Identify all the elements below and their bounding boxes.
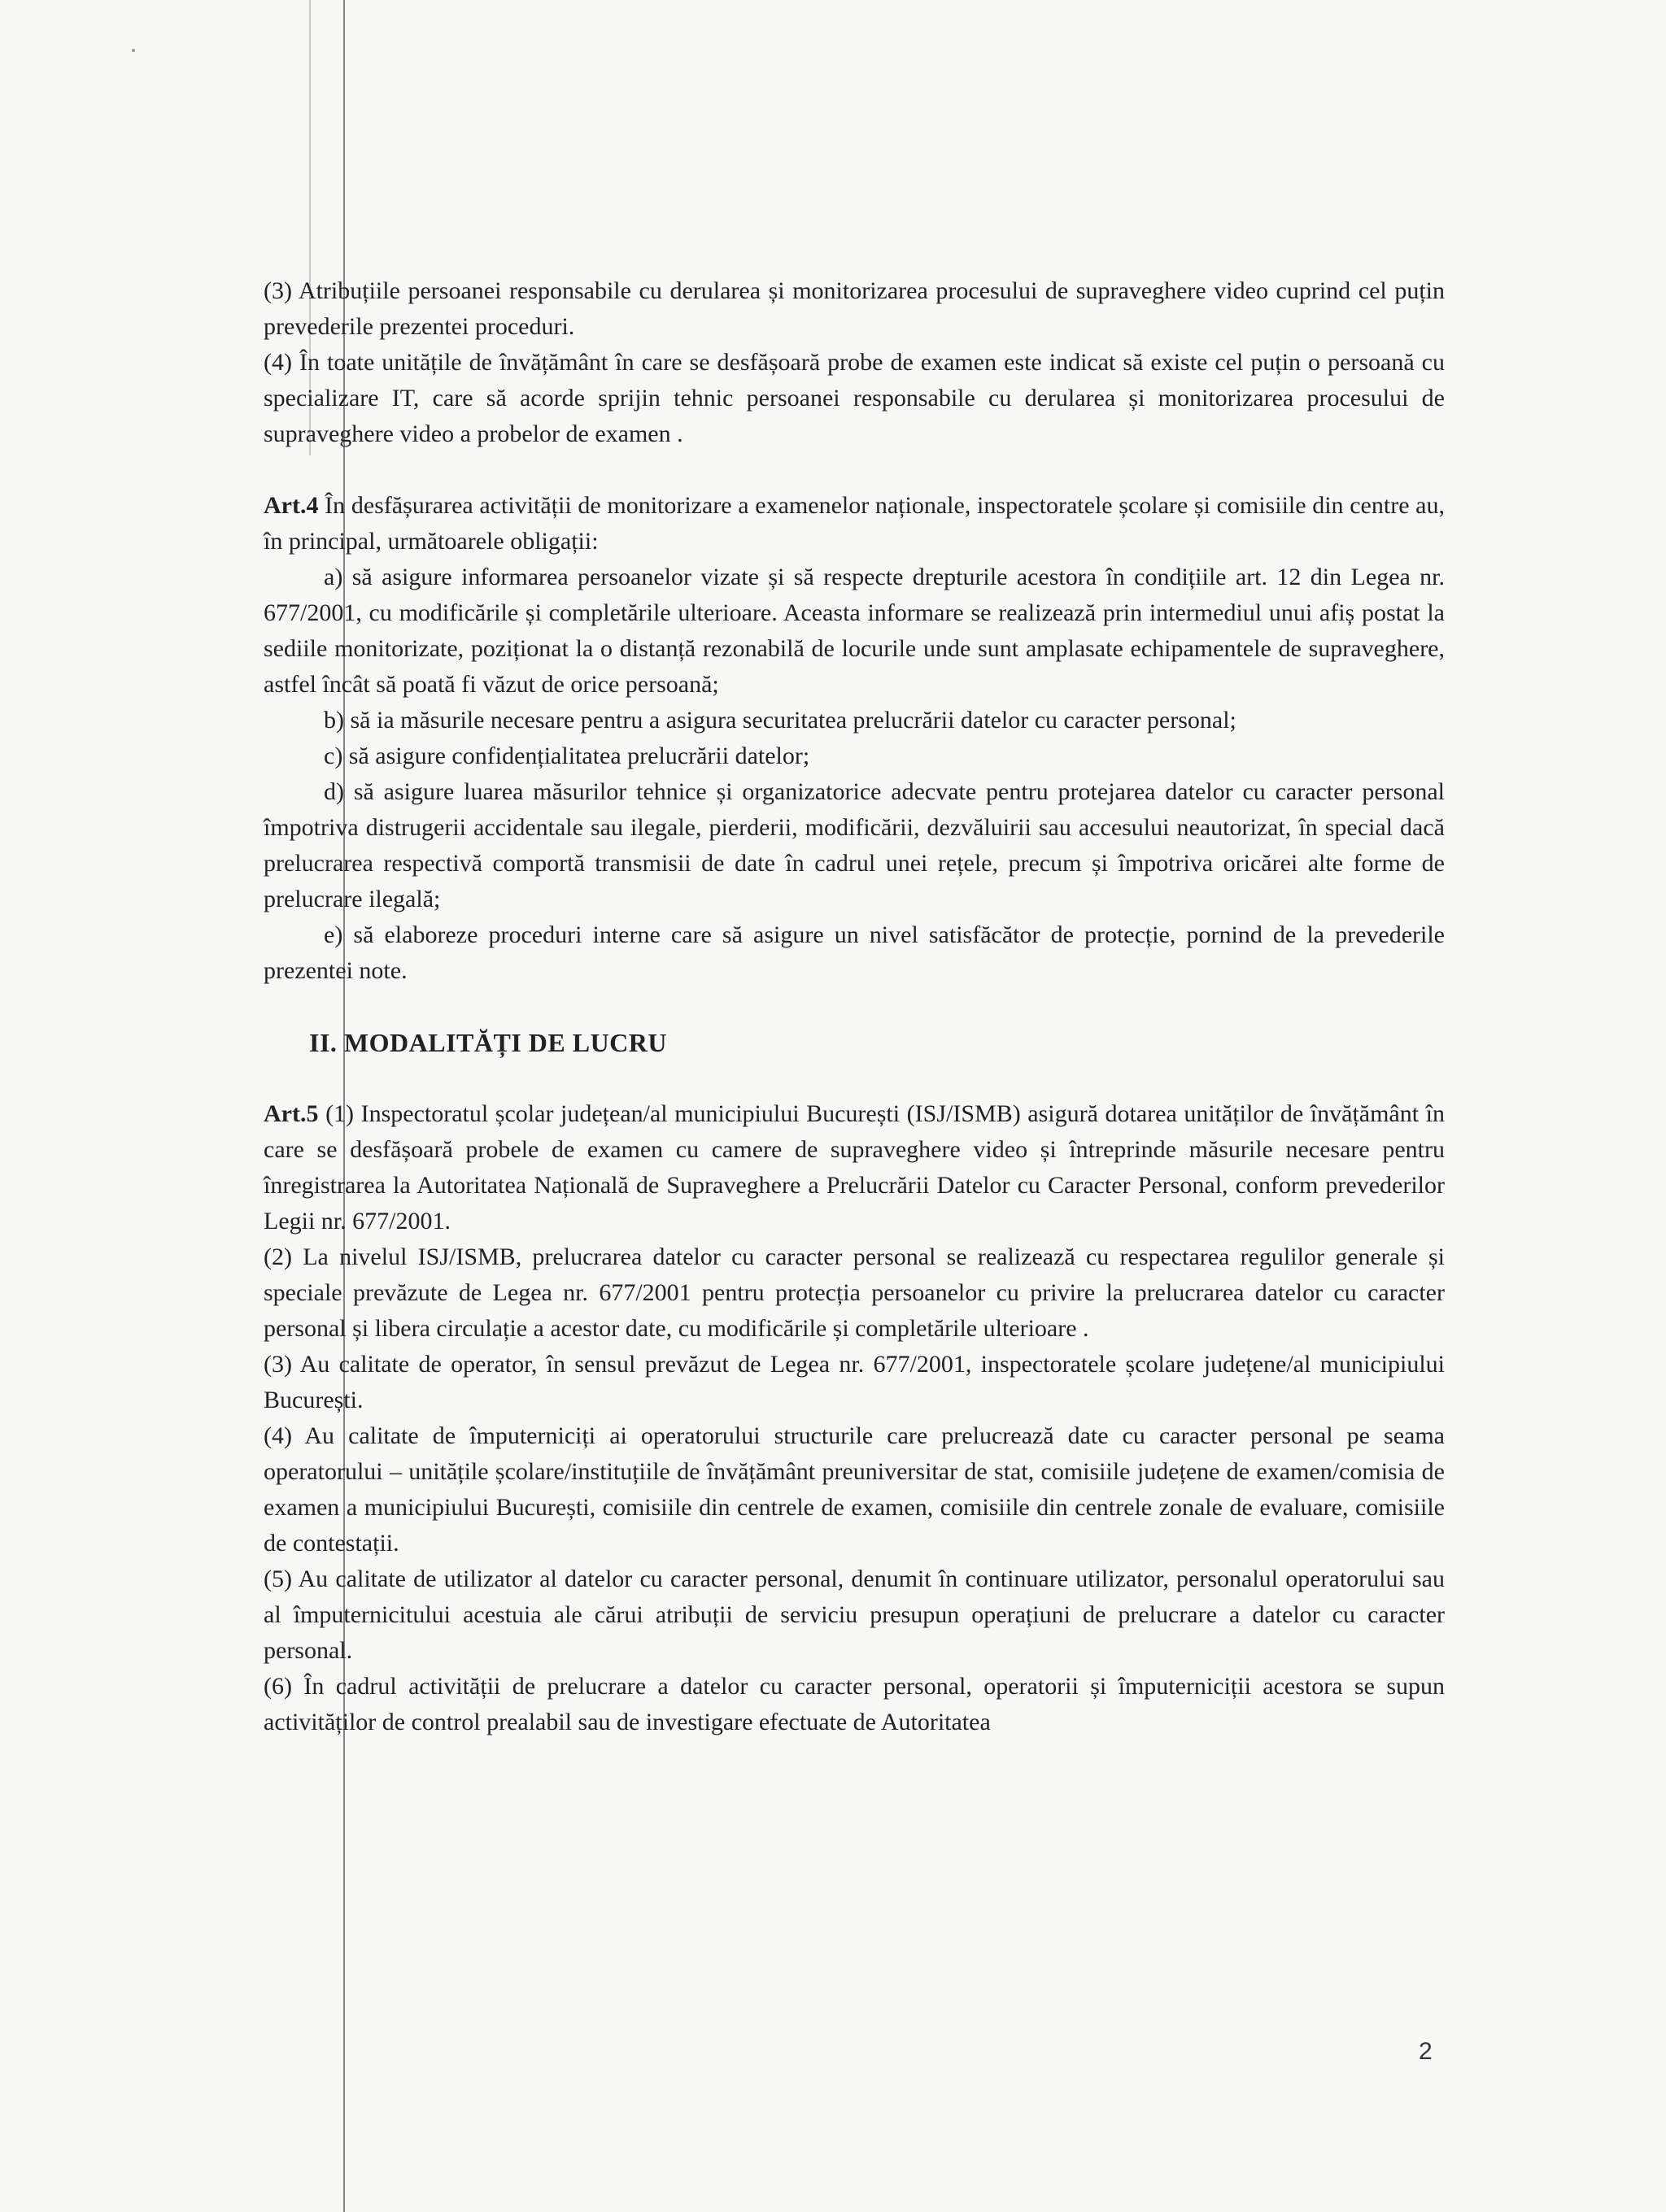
article-5-label: Art.5 xyxy=(264,1100,319,1127)
article-4-intro xyxy=(264,488,1445,560)
article-5-paragraph-5: (5) Au calitate de utilizator al datelor cu caracter personal, denumit în continuare utilizator, personalul operatorului sau al împuternicitului acestuia ale cărui atribuții de serviciu presupun operațiuni de prelucrare a datelor cu caracter personal. xyxy=(264,1565,1445,1664)
article-4-item-b: b) să ia măsurile necesare pentru a asigura securitatea prelucrării datelor cu caracter personal; xyxy=(324,707,1236,734)
page-number: 2 xyxy=(1419,2038,1433,2065)
paragraph-4: (4) În toate unitățile de învățământ în care se desfășoară probe de examen este indicat să existe cel puțin o persoană cu specializare IT, care să acorde sprijin tehnic persoanei responsabile cu derularea și monitorizarea procesului de supraveghere video a probelor de examen . xyxy=(264,349,1445,447)
article-4-intro-text: În desfășurarea activității de monitorizare a examenelor naționale, inspectoratele școlare și comisiile din centre au, în principal, următoarele obligații: xyxy=(264,492,1445,555)
spacer xyxy=(264,452,1445,488)
article-5-paragraph-6: (6) În cadrul activității de prelucrare a datelor cu caracter personal, operatorii și împuterniciții acestora se supun activităților de control prealabil sau de investigare efectuate de Autoritatea xyxy=(264,1673,1445,1735)
document-body xyxy=(264,273,1445,1740)
article-5-paragraph-3: (3) Au calitate de operator, în sensul prevăzut de Legea nr. 677/2001, inspectoratele școlare județene/al municipiului București. xyxy=(264,1351,1445,1413)
article-5-paragraph-1 xyxy=(264,1096,1445,1239)
article-4-label: Art.4 xyxy=(264,492,319,519)
article-4-item-c: c) să asigure confidențialitatea prelucrării datelor; xyxy=(324,742,810,769)
paragraph-3: (3) Atribuțiile persoanei responsabile cu derularea și monitorizarea procesului de supraveghere video cuprind cel puțin prevederile prezentei proceduri. xyxy=(264,277,1445,340)
article-5-paragraph-2: (2) La nivelul ISJ/ISMB, prelucrarea datelor cu caracter personal se realizează cu respectarea regulilor generale și speciale prevăzute de Legea nr. 677/2001 pentru protecția persoanelor cu privire la prelucrarea datelor cu caracter personal și libera circulație a acestor date, cu modificările și completările ulterioare . xyxy=(264,1243,1445,1342)
scan-speck xyxy=(132,49,135,52)
article-4-item-a: a) să asigure informarea persoanelor vizate și să respecte drepturile acestora în condițiile art. 12 din Legea nr. 677/2001, cu modificările și completările ulterioare. Aceasta informare se realizează prin intermediul unui afiș postat la sediile monitorizate, poziționat la o distanță rezonabilă de locurile unde sunt amplasate echipamentele de supraveghere, astfel încât să poată fi văzut de orice persoană; xyxy=(264,564,1445,698)
article-5-paragraph-4: (4) Au calitate de împuterniciți ai operatorului structurile care prelucrează date cu caracter personal pe seama operatorului – unitățile școlare/instituțiile de învățământ preuniversitar de stat, comisiile județene de examen/comisia de examen a municipiului București, comisiile din centrele de examen, comisiile din centrele zonale de evaluare, comisiile de contestații. xyxy=(264,1422,1445,1557)
section-title: II. MODALITĂȚI DE LUCRU xyxy=(309,1028,667,1057)
spacer xyxy=(264,1060,1445,1096)
article-4-item-d: d) să asigure luarea măsurilor tehnice și organizatorice adecvate pentru protejarea datelor cu caracter personal împotriva distrugerii accidentale sau ilegale, pierderii, modificării, dezvăluirii sau accesului neautorizat, în special dacă prelucrarea respectivă comportă transmisii de date în cadrul unei rețele, precum și împotriva oricărei alte forme de prelucrare ilegală; xyxy=(264,778,1445,912)
article-4-item-e: e) să elaboreze proceduri interne care să asigure un nivel satisfăcător de protecție, pornind de la prevederile prezentei note. xyxy=(264,921,1445,984)
article-5-p1-text: (1) Inspectoratul școlar județean/al municipiului București (ISJ/ISMB) asigură dotarea unităților de învățământ în care se desfășoară probele de examen cu camere de supraveghere video și întreprinde măsurile necesare pentru înregistrarea la Autoritatea Națională de Supraveghere a Prelucrării Datelor cu Caracter Personal, conform prevederilor Legii nr. 677/2001. xyxy=(264,1100,1445,1234)
spacer xyxy=(264,989,1445,1025)
